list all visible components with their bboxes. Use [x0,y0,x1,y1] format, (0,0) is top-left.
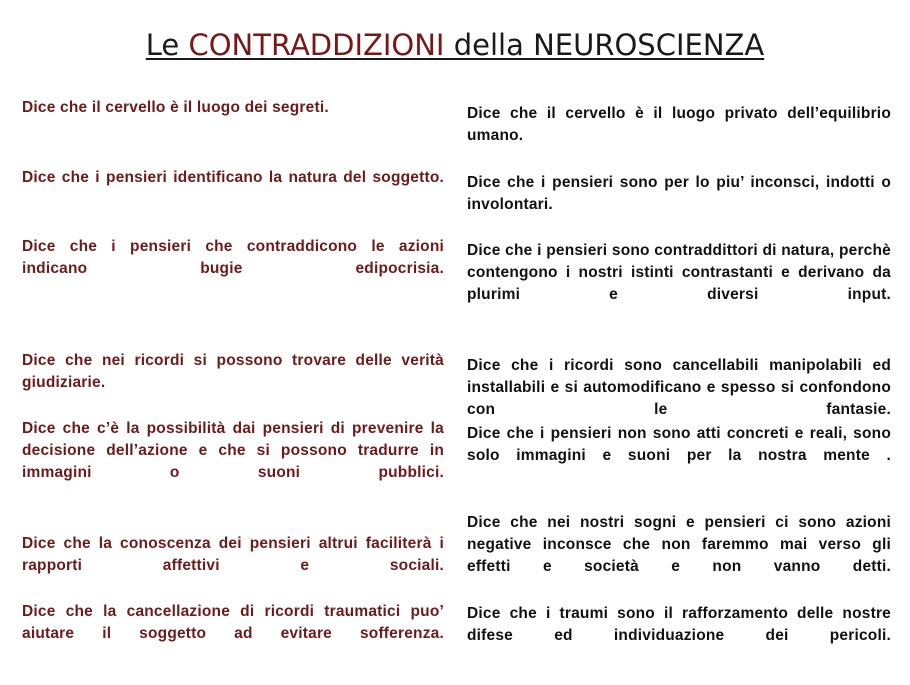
right-statement-3: Dice che i pensieri sono contraddittori di natura, perchè contengono i nostri istinti contrastanti e derivano da plurimi e diversi input. [467,242,891,303]
right-statement-2: Dice che i pensieri sono per lo piu’ inconsci, indotti o involontari. [467,174,891,213]
left-statement-5: Dice che c’è la possibilità dai pensieri di prevenire la decisione dell’azione e che si possono tradurre in immagini o suoni pubblici. [22,420,444,481]
left-statement-1: Dice che il cervello è il luogo dei segreti. [22,99,329,116]
left-statement-6: Dice che la conoscenza dei pensieri altrui faciliterà i rapporti affettivi e sociali. [22,535,444,574]
right-statement-4: Dice che i ricordi sono cancellabili manipolabili ed installabili e si automodificano e spesso si confondono con le fantasie. [467,357,891,418]
left-statement-2: Dice che i pensieri identificano la natura del soggetto. [22,169,444,186]
right-statement-6: Dice che nei nostri sogni e pensieri ci sono azioni negative inconsce che non faremmo mai verso gli effetti e società e non vanno detti. [467,514,891,575]
page-title [0,28,910,62]
right-statement-5: Dice che i pensieri non sono atti concreti e reali, sono solo immagini e suoni per la nostra mente . [467,425,891,464]
left-statement-4: Dice che nei ricordi si possono trovare delle verità giudiziarie. [22,352,444,391]
title-prefix: Le [145,28,189,62]
right-statement-7: Dice che i traumi sono il rafforzamento delle nostre difese ed individuazione dei pericoli. [467,605,891,644]
title-highlight: CONTRADDIZIONI [188,28,445,62]
title-suffix: della NEUROSCIENZA [444,28,765,62]
right-statement-1: Dice che il cervello è il luogo privato dell’equilibrio umano. [467,105,891,144]
left-statement-7: Dice che la cancellazione di ricordi traumatici puo’ aiutare il soggetto ad evitare sofferenza. [22,603,444,642]
left-statement-3: Dice che i pensieri che contraddicono le azioni indicano bugie edipocrisia. [22,238,444,277]
